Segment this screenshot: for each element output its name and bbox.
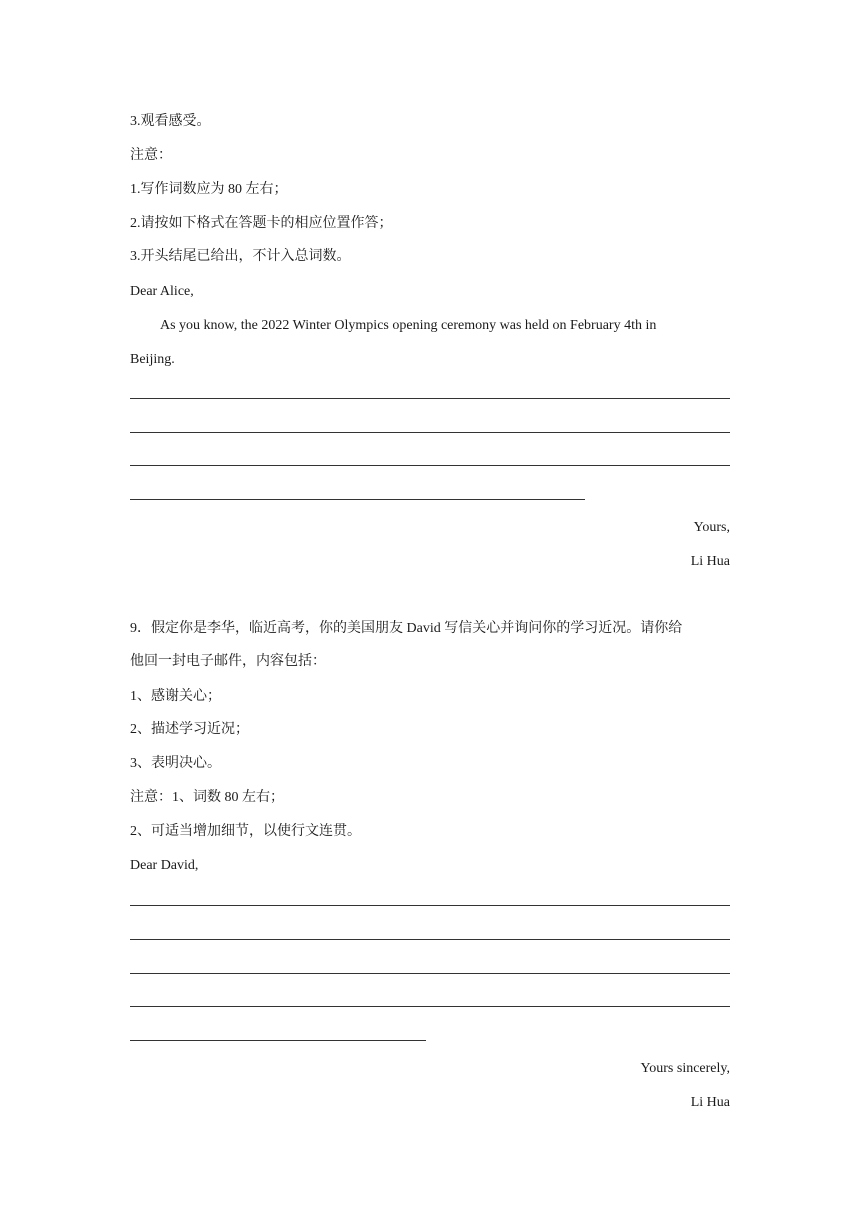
note-line: 注意：1、词数 80 左右； [130, 790, 284, 805]
answer-line[interactable] [130, 499, 585, 500]
answer-line[interactable] [130, 398, 730, 399]
requirement-line: 3.观看感受。 [130, 114, 211, 129]
note-line: 2、可适当增加细节，以使行文连贯。 [130, 824, 361, 839]
letter-salutation: Dear David, [130, 858, 199, 873]
letter-opening-line: As you know, the 2022 Winter Olympics opening ceremony was held on February 4th in [160, 318, 657, 333]
letter-closing: Yours sincerely, [640, 1061, 730, 1076]
note-line: 1.写作词数应为 80 左右； [130, 182, 288, 197]
answer-line[interactable] [130, 973, 730, 974]
question-prompt: 9．假定你是李华，临近高考，你的美国朋友 David 写信关心并询问你的学习近况。请你给 [130, 621, 683, 636]
letter-signature: Li Hua [690, 1095, 730, 1110]
note-line: 2.请按如下格式在答题卡的相应位置作答； [130, 216, 393, 231]
question-prompt: 他回一封电子邮件，内容包括： [130, 654, 326, 669]
answer-line[interactable] [130, 432, 730, 433]
content-item: 2、描述学习近况； [130, 722, 249, 737]
answer-line[interactable] [130, 1006, 730, 1007]
note-heading: 注意： [130, 148, 172, 163]
letter-signature: Li Hua [690, 554, 730, 569]
content-item: 1、感谢关心； [130, 689, 221, 704]
note-line: 3.开头结尾已给出，不计入总词数。 [130, 249, 351, 264]
answer-line[interactable] [130, 905, 730, 906]
letter-closing: Yours, [693, 520, 730, 535]
answer-line[interactable] [130, 465, 730, 466]
answer-line[interactable] [130, 1040, 426, 1041]
answer-line[interactable] [130, 939, 730, 940]
content-item: 3、表明决心。 [130, 756, 221, 771]
letter-salutation: Dear Alice, [130, 284, 194, 299]
letter-opening-line: Beijing. [130, 352, 175, 367]
